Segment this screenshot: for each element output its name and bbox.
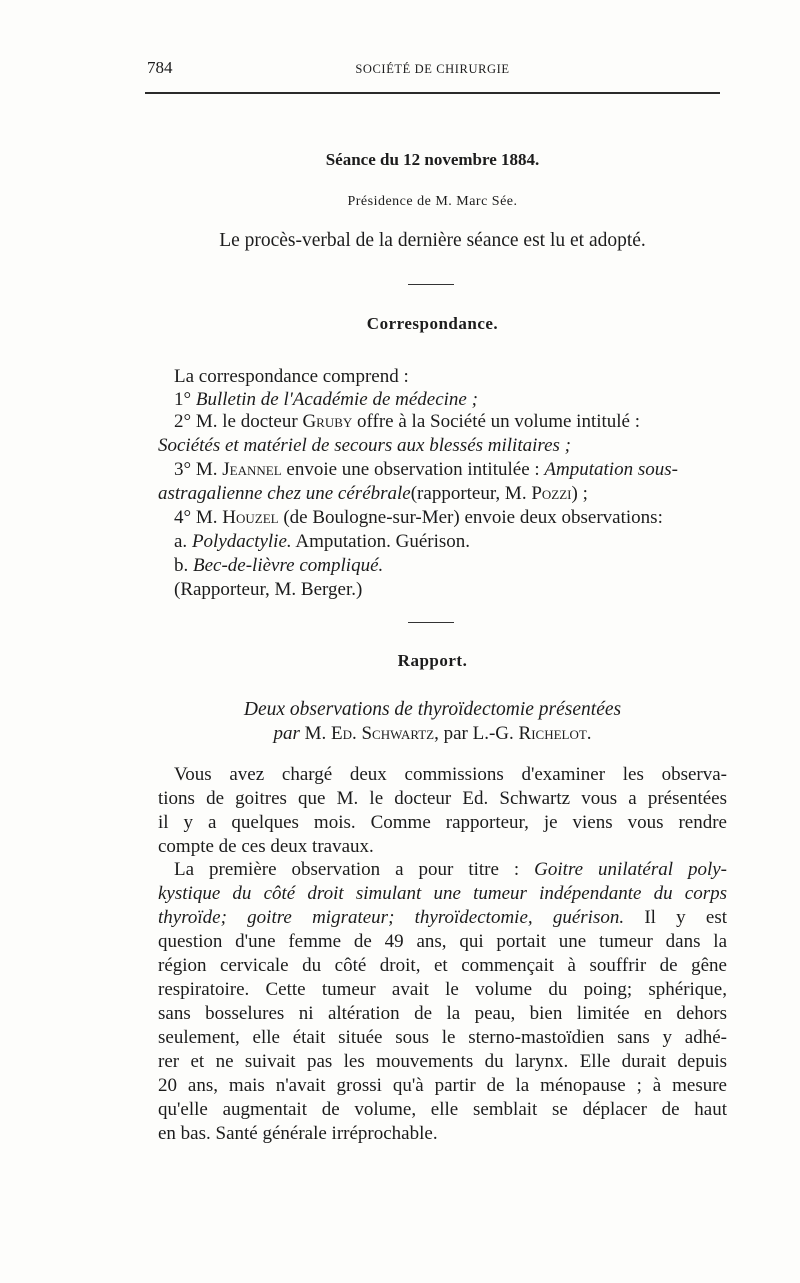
p2-line: respiratoire. Cette tumeur avait le volume du poing; sphérique, bbox=[158, 979, 727, 1000]
rapport-subtitle-line1 bbox=[145, 699, 720, 721]
p2-line-2 bbox=[158, 883, 727, 905]
correspondance-item-3-cont bbox=[158, 483, 728, 505]
presidency-line: Présidence de M. Marc Sée. bbox=[347, 194, 518, 209]
item-text: Amputation. Guérison. bbox=[295, 531, 471, 552]
observation-title: Bec-de-lièvre compliqué. bbox=[193, 555, 384, 576]
p2-line: question d'une femme de 49 ans, qui portait une tumeur dans la bbox=[158, 931, 727, 952]
item-text: offre à la Société un volume intitulé : bbox=[357, 411, 641, 432]
correspondance-intro: La correspondance comprend : bbox=[174, 366, 409, 387]
rapport-heading: Rapport. bbox=[397, 651, 468, 670]
p1-line: Vous avez chargé deux commissions d'examiner les observa- bbox=[174, 764, 727, 785]
item-number: 3° M. bbox=[174, 459, 218, 480]
p1-last-line: compte de ces deux travaux. bbox=[158, 836, 374, 857]
item-text: (rapporteur, M. bbox=[410, 483, 527, 504]
observation-title: astragalienne chez une cérébrale bbox=[158, 483, 411, 504]
observation-title: Goitre unilatéral poly- bbox=[534, 859, 728, 880]
observation-title: thyroïde; goitre migrateur; thyroïdectomie, guérison. bbox=[158, 907, 625, 928]
item-text: 2° M. le docteur bbox=[174, 411, 298, 432]
p2-last-line: en bas. Santé générale irréprochable. bbox=[158, 1123, 438, 1144]
section-separator bbox=[408, 284, 454, 285]
p1-line: il y a quelques mois. Comme rapporteur, je viens vous rendre bbox=[158, 812, 727, 833]
p2-line-1 bbox=[174, 859, 727, 881]
page-header bbox=[145, 58, 720, 82]
subtitle-par: par bbox=[273, 723, 300, 744]
subtitle-m: M. bbox=[304, 723, 327, 744]
subtitle-by: par bbox=[443, 723, 468, 744]
observation-title: Polydactylie. bbox=[191, 531, 292, 552]
sub-item-label: a. bbox=[174, 531, 188, 552]
correspondance-item-4b bbox=[174, 555, 744, 577]
sub-item-label: b. bbox=[174, 555, 189, 576]
p2-line: région cervicale du côté droit, et commençait à souffrir de gêne bbox=[158, 955, 727, 976]
p2-line: sans bosselures ni altération de la peau, bien limitée en dehors bbox=[158, 1003, 727, 1024]
session-title: Séance du 12 novembre 1884. bbox=[325, 150, 540, 169]
p2-line: qu'elle augmentait de volume, elle semblait se déplacer de haut bbox=[158, 1099, 727, 1120]
correspondance-heading: Correspondance. bbox=[366, 314, 499, 333]
correspondance-item-4-rapporteur: (Rapporteur, M. Berger.) bbox=[174, 579, 363, 600]
observation-title: kystique du côté droit simulant une tumeur indépendante du corps bbox=[158, 883, 727, 904]
item-text: ) ; bbox=[571, 483, 588, 504]
p1-line: tions de goitres que M. le docteur Ed. Schwartz vous a présentées bbox=[158, 788, 727, 809]
correspondance-item-3 bbox=[174, 459, 744, 481]
p2-line: 20 ans, mais n'avait grossi qu'à partir de la ménopause ; à mesure bbox=[158, 1075, 727, 1096]
correspondance-item-1 bbox=[174, 389, 744, 411]
person-name: Pozzi bbox=[531, 483, 572, 504]
item-text: envoie une observation intitulée : bbox=[286, 459, 540, 480]
p2-line: rer et ne suivait pas les mouvements du larynx. Elle durait depuis bbox=[158, 1051, 727, 1072]
correspondance-item-4a bbox=[174, 531, 744, 553]
book-title: Sociétés et matériel de secours aux blessés militaires ; bbox=[158, 435, 571, 456]
reporter-name: L.-G. Richelot. bbox=[472, 723, 592, 744]
p2-text: La première observation a pour titre : bbox=[174, 859, 520, 880]
person-name: Houzel bbox=[222, 507, 279, 528]
item-number: 1° bbox=[174, 389, 192, 410]
section-separator bbox=[408, 622, 454, 623]
p2-line: seulement, elle était située sous le sterno-mastoïdien sans y adhé- bbox=[158, 1027, 727, 1048]
header-rule bbox=[145, 92, 720, 94]
item-title: Bulletin de l'Académie de médecine ; bbox=[195, 389, 478, 410]
correspondance-item-4 bbox=[174, 507, 744, 529]
running-title: SOCIÉTÉ DE CHIRURGIE bbox=[355, 62, 510, 76]
p2-line-3 bbox=[158, 907, 727, 929]
person-name: Jeannel bbox=[222, 459, 282, 480]
rapport-subtitle-line2 bbox=[145, 723, 720, 745]
page-number: 784 bbox=[147, 58, 173, 77]
rapport-title: Deux observations de thyroïdectomie présentées bbox=[243, 699, 622, 720]
correspondance-item-2-title bbox=[158, 435, 728, 457]
item-number: 4° M. bbox=[174, 507, 218, 528]
observation-title: Amputation sous- bbox=[544, 459, 678, 480]
author-name: Ed. Schwartz, bbox=[331, 723, 439, 744]
person-name: Gruby bbox=[302, 411, 353, 432]
correspondance-item-2 bbox=[174, 411, 744, 433]
item-text: (de Boulogne-sur-Mer) envoie deux observations: bbox=[283, 507, 663, 528]
minutes-line: Le procès-verbal de la dernière séance est lu et adopté. bbox=[219, 230, 646, 251]
p2-text: Il y est bbox=[644, 907, 728, 928]
